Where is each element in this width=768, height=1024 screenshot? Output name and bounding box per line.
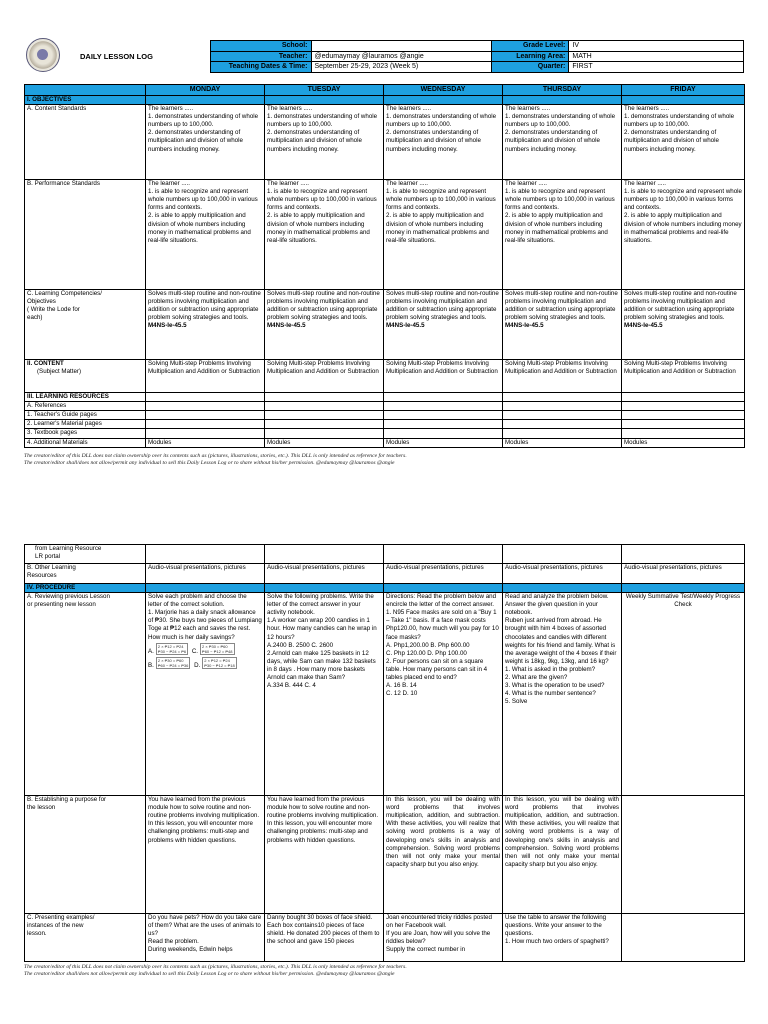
footer-disclaimer-2: The creator/editor of this DLL does not claim ownership over its contents such as (pictures, illustrations, stories, etc.). This DLL is only intended as reference for teachers. bbox=[24, 964, 407, 971]
present-tue: Danny bought 30 boxes of face shield. Each box contains10 pieces of face shield. He donated 200 pieces of them to the school and gave 150 pieces bbox=[265, 914, 384, 962]
materials-thu: Modules bbox=[503, 438, 622, 447]
resources-heading: III. LEARNING RESOURCES bbox=[25, 393, 146, 402]
competency-fri: Solves multi-step routine and non-routine problems involving multiplication and addition or subtraction using appropriate problem solving strategies and tools. M4NS-Ie-45.5 bbox=[622, 290, 745, 360]
performance-standards-label: B. Performance Standards bbox=[25, 180, 146, 290]
content-std-tue: The learners ..... 1. demonstrates understanding of whole numbers up to 100,000. 2. demonstrates understanding of multiplication and division of whole numbers including money. bbox=[265, 105, 384, 180]
perf-std-mon: The learner ..... 1. is able to recognize and represent whole numbers up to 100,000 in various forms and contexts. 2. is able to apply multiplication and division of whole numbers including money in mathematical problems and real-life situations. bbox=[146, 180, 265, 290]
present-fri bbox=[622, 914, 745, 962]
perf-std-wed: The learner ..... 1. is able to recognize and represent whole numbers up to 100,000 in various forms and contexts. 2. is able to apply multiplication and division of whole numbers including money in mathematical problems and real-life situations. bbox=[384, 180, 503, 290]
grade-value: IV bbox=[569, 41, 744, 52]
present-thu: Use the table to answer the following questions. Write your answer to the questions. 1. How much two orders of spaghetti? bbox=[503, 914, 622, 962]
option-a: 2 × ₱12 = ₱24 ₱30 − ₱24 = ₱6 bbox=[157, 643, 187, 654]
purpose-fri bbox=[622, 796, 745, 914]
tb-label: 3. Textbook pages bbox=[25, 429, 146, 438]
school-value bbox=[311, 41, 491, 52]
lr-portal-label: from Learning Resource LR portal bbox=[25, 545, 146, 564]
page-1 bbox=[24, 38, 768, 467]
present-mon: Do you have pets? How do you take care of them? What are the uses of animals to us? Read the problem. During weekends, Edwin helps bbox=[146, 914, 265, 962]
teacher-label: Teacher: bbox=[211, 51, 312, 62]
grade-label: Grade Level: bbox=[491, 41, 568, 52]
tg-label: 1. Teacher's Guide pages bbox=[25, 411, 146, 420]
review-label: A. Reviewing previous Lesson or presenting new lesson bbox=[25, 593, 146, 796]
content-std-fri: The learners ..... 1. demonstrates understanding of whole numbers up to 100,000. 2. demonstrates understanding of multiplication and division of whole numbers including money. bbox=[622, 105, 745, 180]
header-grid bbox=[210, 40, 744, 73]
content-std-mon: The learners ..... 1. demonstrates understanding of whole numbers up to 100,000. 2. demonstrates understanding of multiplication and division of whole numbers including money. bbox=[146, 105, 265, 180]
content-std-thu: The learners ..... 1. demonstrates understanding of whole numbers up to 100,000. 2. demonstrates understanding of multiplication and division of whole numbers including money. bbox=[503, 105, 622, 180]
review-fri: Weekly Summative Test/Weekly Progress Check bbox=[622, 593, 745, 796]
page-2 bbox=[24, 544, 768, 978]
footer-page1 bbox=[24, 453, 768, 467]
answer-options: A.2 × ₱12 = ₱24 ₱30 − ₱24 = ₱6 C.2 × ₱30 = ₱60 ₱60 − ₱12 = ₱48 B.2 × ₱30 = ₱60 ₱60 − ₱24 = ₱36 D.2 × ₱12 = ₱24 ₱30 − ₱12 = ₱18 bbox=[148, 643, 235, 669]
perf-std-tue: The learner ..... 1. is able to recognize and represent whole numbers up to 100,000 in various forms and contexts. 2. is able to apply multiplication and division of whole numbers including money in mathematical problems and real-life situations. bbox=[265, 180, 384, 290]
doc-title: DAILY LESSON LOG bbox=[80, 52, 153, 61]
lesson-table-page1 bbox=[24, 84, 745, 448]
other-wed: Audio-visual presentations, pictures bbox=[384, 564, 503, 584]
content-standards-label: A. Content Standards bbox=[25, 105, 146, 180]
competency-wed: Solves multi-step routine and non-routine problems involving multiplication and addition or subtraction using appropriate problem solving strategies and tools. M4NS-Ie-45.5 bbox=[384, 290, 503, 360]
other-thu: Audio-visual presentations, pictures bbox=[503, 564, 622, 584]
purpose-tue: You have learned from the previous module how to solve routine and non-routine problems involving multiplication. In this lesson, you will encounter more challenging problems: multi-step and problems with hidden questions. bbox=[265, 796, 384, 914]
procedure-heading: IV. PROCEDURE bbox=[25, 584, 146, 593]
footer-page2 bbox=[24, 964, 768, 978]
other-mon: Audio-visual presentations, pictures bbox=[146, 564, 265, 584]
quarter-label: Quarter: bbox=[491, 62, 568, 73]
content-tue: Solving Multi-step Problems Involving Multiplication and Addition or Subtraction bbox=[265, 360, 384, 393]
materials-mon: Modules bbox=[146, 438, 265, 447]
option-b: 2 × ₱30 = ₱60 ₱60 − ₱24 = ₱36 bbox=[157, 657, 189, 668]
present-wed: Joan encountered tricky riddles posted on her Facebook wall. If you are Joan, how will you solve the riddles below? Supply the correct number in bbox=[384, 914, 503, 962]
competencies-label: C. Learning Competencies/ Objectives ( Write the Lode for each) bbox=[25, 290, 146, 360]
content-mon: Solving Multi-step Problems Involving Multiplication and Addition or Subtraction bbox=[146, 360, 265, 393]
option-c: 2 × ₱30 = ₱60 ₱60 − ₱12 = ₱48 bbox=[202, 643, 233, 654]
day-tuesday: TUESDAY bbox=[265, 85, 384, 96]
purpose-label: B. Establishing a purpose for the lesson bbox=[25, 796, 146, 914]
content-fri: Solving Multi-step Problems Involving Multiplication and Addition or Subtraction bbox=[622, 360, 745, 393]
quarter-value: FIRST bbox=[569, 62, 744, 73]
dates-label: Teaching Dates & Time: bbox=[211, 62, 312, 73]
competency-mon: Solves multi-step routine and non-routine problems involving multiplication and addition or subtraction using appropriate problem solving strategies and tools. M4NS-Ie-45.5 bbox=[146, 290, 265, 360]
day-header-row bbox=[25, 85, 745, 96]
teacher-value: @edumaymay @lauramos @angie bbox=[311, 51, 491, 62]
day-friday: FRIDAY bbox=[622, 85, 745, 96]
review-tue: Solve the following problems. Write the letter of the correct answer in your activity notebook. 1.A worker can wrap 200 candies in 1 hour. How many candies can he wrap in 12 hours? A.2400 B. 2500 C. 2600 2.Arnold can make 125 baskets in 12 days, while Sam can make 132 baskets in 8 days . How many more baskets Arnold can make than Sam? A.334 B. 444 C. 4 bbox=[265, 593, 384, 796]
competency-tue: Solves multi-step routine and non-routine problems involving multiplication and addition or subtraction using appropriate problem solving strategies and tools. M4NS-Ie-45.5 bbox=[265, 290, 384, 360]
footer-permission: The creator/editor shall/does not allow/permit any individual to sell this Daily Lesson Log or to share without his/her permission. @edumaymay @lauramos @angie bbox=[24, 459, 395, 466]
content-std-wed: The learners ..... 1. demonstrates understanding of whole numbers up to 100,000. 2. demonstrates understanding of multiplication and division of whole numbers including money. bbox=[384, 105, 503, 180]
area-label: Learning Area: bbox=[491, 51, 568, 62]
materials-fri: Modules bbox=[622, 438, 745, 447]
objectives-heading: I. OBJECTIVES bbox=[25, 96, 146, 105]
footer-disclaimer: The creator/editor of this DLL does not claim ownership over its contents such as (pictures, illustrations, stories, etc.). This DLL is only intended as reference for teachers. bbox=[24, 452, 407, 459]
deped-seal-icon bbox=[26, 38, 60, 72]
purpose-wed: In this lesson, you will be dealing with word problems that involves multiplication, addition, and subtraction. With these activities, you will realize that solving word problems is a way of developing one's skills in analysis and comprehension. Solving word problems then will not only make your mental capacity sharp but you also enjoy. bbox=[384, 796, 503, 914]
perf-std-thu: The learner ..... 1. is able to recognize and represent whole numbers up to 100,000 in various forms and contexts. 2. is able to apply multiplication and division of whole numbers including money in mathematical problems and real-life situations. bbox=[503, 180, 622, 290]
materials-tue: Modules bbox=[265, 438, 384, 447]
materials-wed: Modules bbox=[384, 438, 503, 447]
review-wed: Directions: Read the problem below and encircle the letter of the correct answer. 1. N95 Face masks are sold on a "Buy 1 – Take 1" basis. If a face mask costs Php120.00, how much will you pay for 10 face masks? A. Php1,200.00 B. Php 600.00 C. Php 120.00 D. Php 100.00 2. Four persons can sit on a square table. How many persons can sit in 4 tables placed end to end? A. 16 B. 14 C. 12 D. 10 bbox=[384, 593, 503, 796]
additional-materials-label: 4. Additional Materials bbox=[25, 438, 146, 447]
perf-std-fri: The learner ..... 1. is able to recognize and represent whole numbers up to 100,000 in various forms and contexts. 2. is able to apply multiplication and division of whole numbers including money in mathematical problems and real-life situations. bbox=[622, 180, 745, 290]
content-label: II. CONTENT (Subject Matter) bbox=[25, 360, 146, 393]
header bbox=[24, 38, 768, 80]
day-thursday: THURSDAY bbox=[503, 85, 622, 96]
other-resources-label: B. Other Learning Resources bbox=[25, 564, 146, 584]
dates-value: September 25-29, 2023 (Week 5) bbox=[311, 62, 491, 73]
other-fri: Audio-visual presentations, pictures bbox=[622, 564, 745, 584]
area-value: MATH bbox=[569, 51, 744, 62]
school-label: School: bbox=[211, 41, 312, 52]
day-wednesday: WEDNESDAY bbox=[384, 85, 503, 96]
option-d: 2 × ₱12 = ₱24 ₱30 − ₱12 = ₱18 bbox=[204, 657, 235, 668]
lesson-table-page2 bbox=[24, 544, 745, 962]
content-thu: Solving Multi-step Problems Involving Multiplication and Addition or Subtraction bbox=[503, 360, 622, 393]
competency-thu: Solves multi-step routine and non-routine problems involving multiplication and addition or subtraction using appropriate problem solving strategies and tools. M4NS-Ie-45.5 bbox=[503, 290, 622, 360]
review-mon: Solve each problem and choose the letter of the correct solution. 1. Marjorie has a daily snack allowance of ₱30. She buys two pieces of Lumpiang Toge at ₱12 each and saves the rest. How much is her daily savings? A.2 × ₱12 = ₱24 ₱30 − ₱24 = ₱6 C.2 × ₱30 = ₱60 ₱60 − ₱12 = ₱48 B.2 × ₱30 = ₱60 ₱60 − ₱24 = ₱36 D.2 × ₱12 = ₱24 ₱30 − ₱12 = ₱18 bbox=[146, 593, 265, 796]
lm-label: 2. Learner's Material pages bbox=[25, 420, 146, 429]
presenting-label: C. Presenting examples/ instances of the new lesson. bbox=[25, 914, 146, 962]
day-monday: MONDAY bbox=[146, 85, 265, 96]
references-label: A. References bbox=[25, 402, 146, 411]
content-wed: Solving Multi-step Problems Involving Multiplication and Addition or Subtraction bbox=[384, 360, 503, 393]
footer-permission-2: The creator/editor shall/does not allow/permit any individual to sell this Daily Lesson Log or to share without his/her permission. @edumaymay @lauramos @angie bbox=[24, 971, 395, 978]
other-tue: Audio-visual presentations, pictures bbox=[265, 564, 384, 584]
purpose-mon: You have learned from the previous module how to solve routine and non-routine problems involving multiplication. In this lesson, you will encounter more challenging problems: multi-step and problems with hidden questions. bbox=[146, 796, 265, 914]
purpose-thu: In this lesson, you will be dealing with word problems that involves multiplication, addition, and subtraction. With these activities, you will realize that solving word problems is a way of developing one's skills in analysis and comprehension. Solving word problems then will not only make your mental capacity sharp but you also enjoy. bbox=[503, 796, 622, 914]
review-thu: Read and analyze the problem below. Answer the given question in your notebook. Ruben just arrived from abroad. He brought with him 4 boxes of assorted chocolates and candies with different weights for his friend and family. What is the average weight of the 4 boxes if their weight is 18kg, 9kg, 13kg, and 16 kg? 1. What is asked in the problem? 2. What are the given? 3. What is the operation to be used? 4. What is the number sentence? 5. Solve bbox=[503, 593, 622, 796]
